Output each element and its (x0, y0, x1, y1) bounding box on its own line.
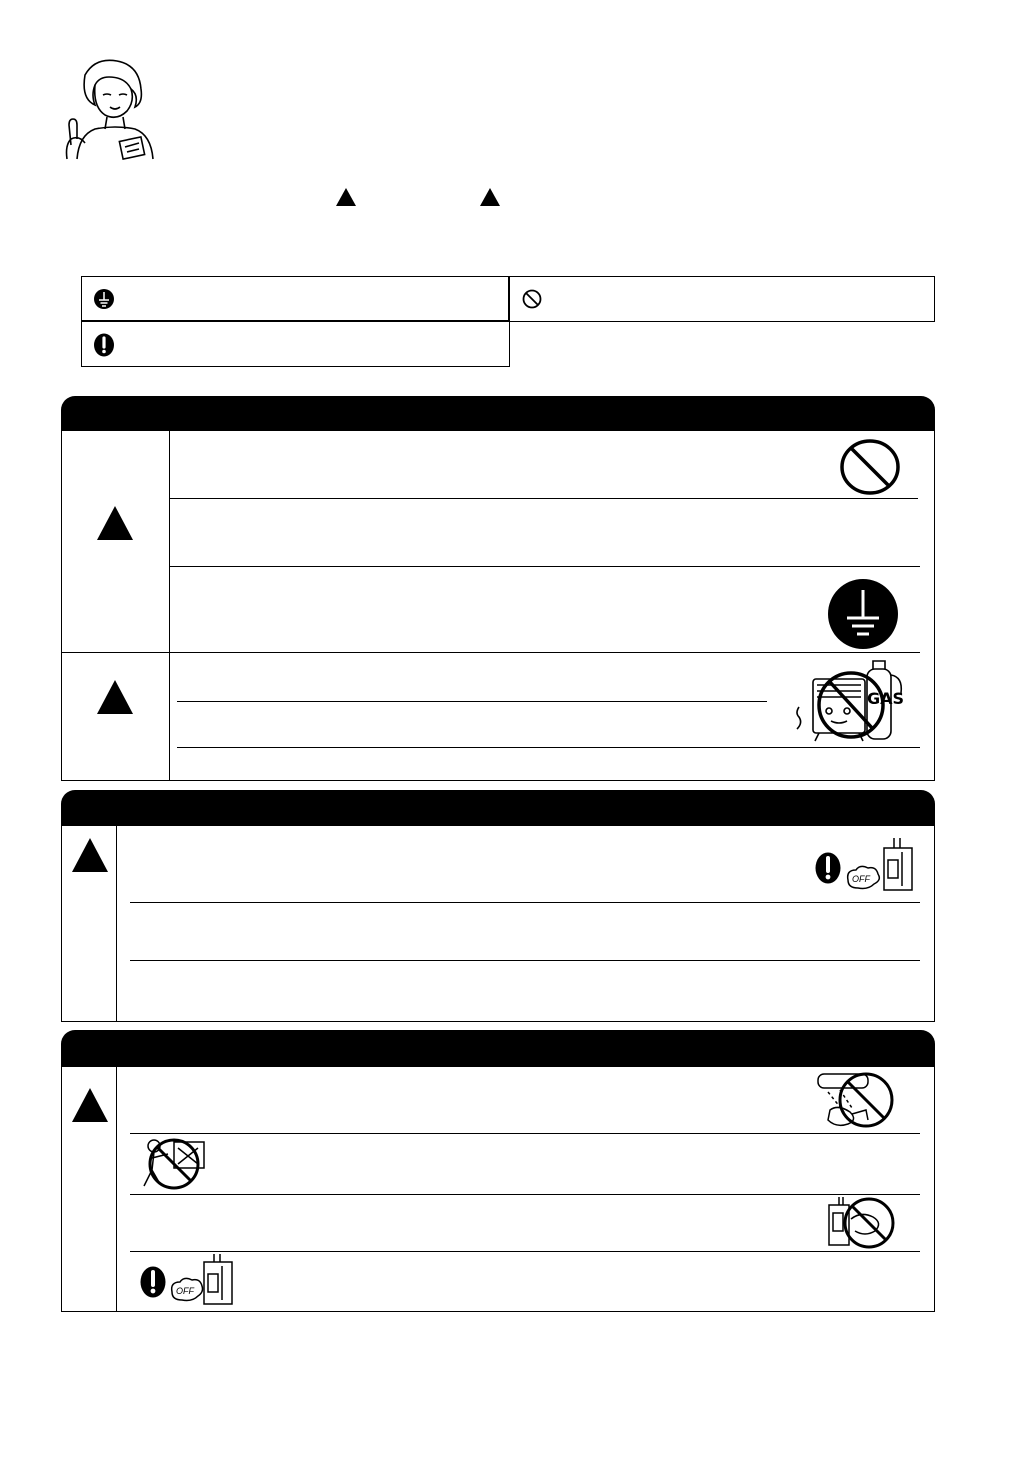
caution-triangle-icon (72, 1088, 108, 1122)
section-3-header (61, 1030, 935, 1068)
breaker-off-illustration (168, 1252, 243, 1308)
outlet-prohibited-illustration (825, 1195, 903, 1251)
caution-triangle-icon (480, 188, 500, 206)
legend-cell-prohibited (508, 276, 935, 322)
section-2-panel (61, 826, 935, 1022)
gas-heater-prohibited-illustration (785, 655, 915, 745)
breaker-off-illustration (844, 836, 919, 896)
legend-cell-mandatory (81, 320, 510, 367)
ground-icon (93, 288, 115, 310)
off-label: OFF (852, 874, 870, 884)
gas-label: GAS (867, 689, 905, 708)
prohibited-icon (838, 438, 902, 496)
mandatory-icon (815, 852, 841, 884)
mascot-illustration (55, 55, 165, 165)
off-label: OFF (176, 1286, 194, 1296)
warning-triangle-icon (97, 680, 133, 714)
airflow-prohibited-illustration (808, 1070, 898, 1132)
ground-icon (827, 578, 899, 650)
legend-cell-ground (81, 276, 510, 322)
caution-triangle-icon (72, 838, 108, 872)
section-1-header (61, 396, 935, 432)
section-2-header (61, 790, 935, 827)
child-prohibited-illustration (138, 1134, 210, 1192)
mandatory-icon (93, 333, 115, 357)
mandatory-icon (140, 1266, 166, 1298)
warning-triangle-icon (97, 506, 133, 540)
prohibited-icon (522, 289, 542, 309)
warning-triangle-icon (336, 188, 356, 206)
